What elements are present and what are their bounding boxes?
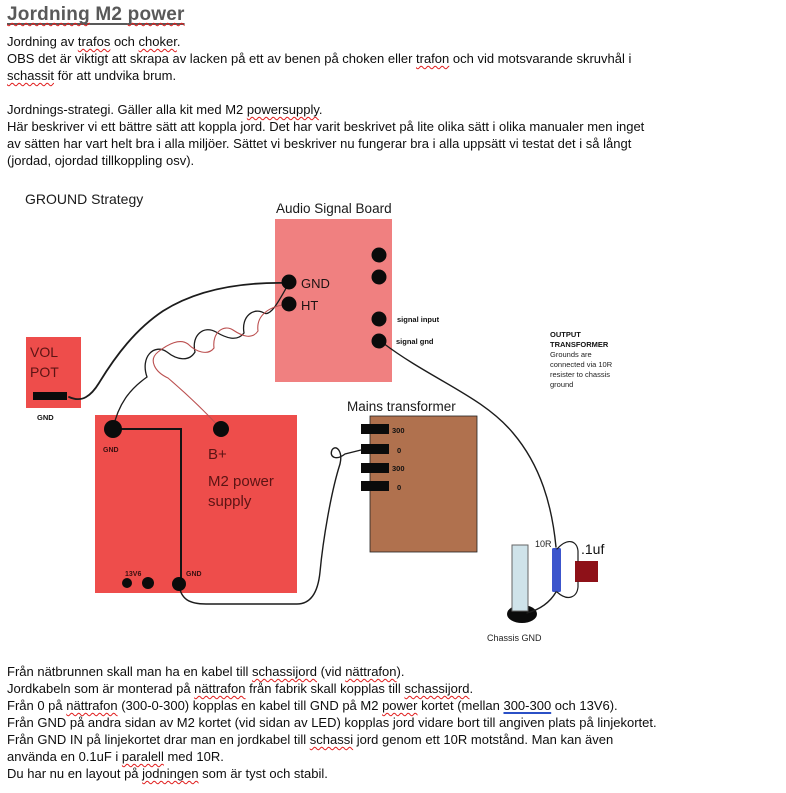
misspelled-word: jodningen	[142, 766, 199, 781]
m2-gnd-top-label: GND	[103, 447, 119, 454]
grammar-flagged-text: 300-300	[503, 698, 552, 713]
audio-pin-dot-1	[372, 248, 387, 263]
text-run: för att undvika brum.	[53, 68, 177, 83]
text-run: (jordad, ojordad tillkoppling osv).	[7, 153, 195, 168]
vol-pot-terminal-bar	[33, 392, 67, 400]
audio-signal-gnd-pin-dot	[372, 334, 387, 349]
misspelled-word: schassit	[7, 68, 54, 83]
text-run: Jordning av	[7, 34, 78, 49]
misspelled-word: nättrafon	[194, 681, 246, 696]
misspelled-word: trafon	[416, 51, 450, 66]
vol-pot-gnd-label: GND	[37, 413, 54, 422]
m2-bplus-dot	[213, 421, 229, 437]
m2-gnd-bottom-dot	[172, 577, 186, 591]
text-run: Från GND på andra sidan av M2 kortet (vid sidan av LED) kopplas jord vidare bort till angiven plats på linjekortet.	[7, 715, 657, 730]
text-run: med 10R.	[163, 749, 224, 764]
text-run: Här beskriver vi ett bättre sätt att koppla jord. Det har varit beskrivet på lite olika sätt i olika manualer men inget	[7, 119, 645, 134]
text-run: .	[318, 102, 323, 117]
diagram-title: GROUND Strategy	[25, 191, 144, 207]
m2-gnd-bottom-label: GND	[186, 571, 202, 578]
misspelled-word: power	[127, 4, 185, 25]
audio-board-title: Audio Signal Board	[276, 201, 392, 216]
mains-terminal-bar-0a	[361, 444, 389, 454]
signal-gnd-label: signal gnd	[396, 337, 434, 346]
wire-twisted-black-gnd	[113, 283, 289, 429]
m2-bplus-label: B+	[208, 446, 227, 463]
text-run: av sätten har vart helt bra i alla miljöer. Sättet vi beskriver nu fungerar bra i alla uppsätt vi testat det i så långt	[7, 136, 632, 151]
misspelled-word: schassijord	[251, 664, 318, 679]
resistor-10r-label: 10R	[535, 539, 552, 549]
misspelled-word: schassi	[309, 732, 354, 747]
text-run: och vid motsvarande skruvhål i	[449, 51, 632, 66]
mains-transformer-title: Mains transformer	[347, 399, 456, 414]
wire-twisted-red-bplus-to-ht	[153, 304, 289, 429]
text-run: och 13V6).	[551, 698, 618, 713]
capacitor-01uf	[575, 561, 598, 582]
audio-ht-pin-dot	[282, 297, 297, 312]
output-transformer-note-line4: connected via 10R	[550, 360, 613, 369]
audio-gnd-pin-dot	[282, 275, 297, 290]
text-run: M2	[89, 4, 128, 25]
misspelled-word: choker	[138, 34, 177, 49]
output-transformer-note-line1: OUTPUT	[550, 330, 581, 339]
audio-signal-input-pin-dot	[372, 312, 387, 327]
misspelled-word: power	[382, 698, 418, 713]
signal-input-label: signal input	[397, 315, 440, 324]
mains-terminal-label-0b: 0	[397, 483, 402, 492]
text-run: OBS det är viktigt att skrapa av lacken på ett av benen på choken eller	[7, 51, 417, 66]
output-transformer-note-line5: resister to chassis	[550, 370, 611, 379]
m2-13v6-dot-1	[122, 578, 132, 588]
audio-ht-label: HT	[301, 298, 319, 313]
text-run: Du har nu en layout på	[7, 766, 143, 781]
misspelled-word: powersupply	[246, 102, 319, 117]
text-run: som är tyst och stabil.	[198, 766, 328, 781]
misspelled-word: nättrafon	[345, 664, 397, 679]
text-run: Från GND IN på linjekortet drar man en jordkabel till	[7, 732, 310, 747]
mains-terminal-bar-300b	[361, 463, 389, 473]
m2-name-line2: supply	[208, 493, 252, 510]
text-run: Från 0 på	[7, 698, 67, 713]
capacitor-01uf-label: .1uf	[581, 541, 605, 557]
text-run: använda en 0.1uF i	[7, 749, 122, 764]
misspelled-word: Jordning	[7, 4, 90, 25]
text-run: jord genom ett 10R motstånd. Man kan även	[353, 732, 614, 747]
chassis-gnd-standoff	[512, 545, 528, 611]
text-run: ).	[396, 664, 405, 679]
misspelled-word: nättrafon	[66, 698, 118, 713]
text-run: Jordkabeln som är monterad på	[7, 681, 195, 696]
footer-instructions	[7, 663, 781, 782]
text-run: Från nätbrunnen skall man ha en kabel till	[7, 664, 252, 679]
mains-terminal-label-300a: 300	[392, 426, 405, 435]
m2-name-line1: M2 power	[208, 473, 274, 490]
text-run: (vid	[317, 664, 346, 679]
output-transformer-note-line3: Grounds are	[550, 350, 592, 359]
intro-text	[7, 33, 781, 169]
mains-terminal-label-300b: 300	[392, 464, 405, 473]
text-run: .	[176, 34, 181, 49]
m2-13v6-dot-2	[142, 577, 154, 589]
misspelled-word: paralell	[121, 749, 164, 764]
text-run: kortet (mellan	[417, 698, 504, 713]
mains-terminal-bar-300a	[361, 424, 389, 434]
vol-pot-label-line2: POT	[30, 364, 59, 380]
resistor-10r	[552, 548, 561, 592]
output-transformer-note-line2: TRANSFORMER	[550, 340, 609, 349]
vol-pot-label-line1: VOL	[30, 344, 59, 360]
m2-13v6-label: 13V6	[125, 571, 142, 578]
text-run: (300-0-300) kopplas en kabel till GND på M2	[117, 698, 383, 713]
text-run: och	[110, 34, 139, 49]
text-run: från fabrik skall kopplas till	[245, 681, 405, 696]
chassis-gnd-label: Chassis GND	[487, 633, 542, 643]
ground-strategy-diagram	[0, 185, 786, 663]
m2-gnd-top-dot	[104, 420, 122, 438]
page-title	[7, 4, 185, 26]
m2-power-supply-board	[95, 415, 297, 593]
text-run: .	[469, 681, 474, 696]
audio-pin-dot-2	[372, 270, 387, 285]
misspelled-word: schassijord	[404, 681, 470, 696]
output-transformer-note-line6: ground	[550, 380, 574, 389]
mains-terminal-label-0a: 0	[397, 446, 402, 455]
audio-gnd-label: GND	[301, 276, 330, 291]
text-run: Jordnings-strategi. Gäller alla kit med M2	[7, 102, 247, 117]
misspelled-word: trafos	[77, 34, 111, 49]
mains-terminal-bar-0b	[361, 481, 389, 491]
